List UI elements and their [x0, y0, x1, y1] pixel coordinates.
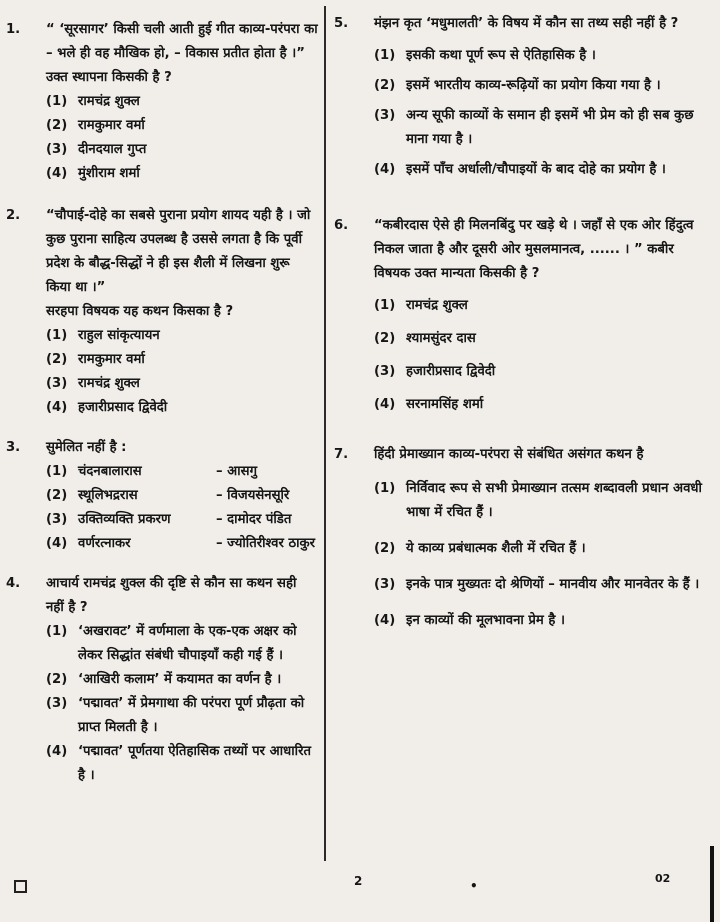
question-number: 1.	[6, 22, 21, 37]
question-text: सुमेलित नहीं है :	[46, 440, 127, 455]
question-text: मंझन कृत ‘मधुमालती’ के विषय में कौन सा तथ्य सही नहीं है ?	[374, 16, 679, 31]
option-number: (3)	[374, 108, 396, 123]
question-4	[6, 572, 318, 788]
question-prompt: उक्त स्थापना किसकी है ?	[46, 70, 172, 85]
option-number: (3)	[46, 512, 68, 527]
match-pair-option[interactable]	[46, 484, 318, 508]
option-number: (1)	[374, 298, 396, 313]
question-text: “ ‘सूरसागर’ किसी चली आती हुई गीत काव्य-परंपरा का – भले ही वह मौखिक हो, – विकास प्रतीत होता है ।”	[46, 22, 318, 61]
option-text: इसमें भारतीय काव्य-रूढ़ियों का प्रयोग किया गया है ।	[406, 78, 661, 93]
option[interactable]	[46, 348, 318, 372]
option-number: (2)	[46, 352, 68, 367]
option-text: रामकुमार वर्मा	[78, 118, 145, 133]
option-number: (1)	[374, 48, 396, 63]
option-number: (4)	[374, 613, 396, 628]
left-column	[6, 6, 318, 783]
question-3	[6, 436, 318, 556]
dot-mark-icon: •	[470, 879, 478, 893]
question-7	[334, 443, 714, 633]
question-number: 5.	[334, 16, 349, 31]
option[interactable]	[374, 294, 714, 318]
option[interactable]	[46, 740, 318, 788]
question-6	[334, 214, 714, 417]
options-list	[374, 44, 714, 182]
option-number: (1)	[46, 464, 68, 479]
option[interactable]	[46, 324, 318, 348]
option[interactable]	[374, 327, 714, 351]
option-text: राहुल सांकृत्यायन	[78, 328, 160, 343]
option-number: (2)	[374, 78, 396, 93]
option[interactable]	[46, 90, 318, 114]
option[interactable]	[46, 114, 318, 138]
question-text: “कबीरदास ऐसे ही मिलनबिंदु पर खड़े थे । जहाँ से एक ओर हिंदुत्व निकल जाता है और दूसरी ओर मुसलमानत्व, ...... । ” कबीर विषयक उक्त मान्यता किसकी है ?	[374, 218, 694, 281]
pair-work: चंदनबालारास	[78, 464, 142, 479]
option[interactable]	[374, 360, 714, 384]
option[interactable]	[46, 692, 318, 740]
option-number: (1)	[46, 328, 68, 343]
option-number: (3)	[46, 376, 68, 391]
option-number: (4)	[46, 536, 68, 551]
option-number: (4)	[46, 744, 68, 759]
option-text: इन काव्यों की मूलभावना प्रेम है ।	[406, 613, 565, 628]
option-text: ‘आखिरी कलाम’ में कयामत का वर्णन है ।	[78, 672, 282, 687]
option-number: (3)	[46, 142, 68, 157]
option-text: ‘अखरावट’ में वर्णमाला के एक-एक अक्षर को लेकर सिद्धांत संबंधी चौपाइयाँ कही गई हैं ।	[78, 624, 297, 663]
option[interactable]	[374, 44, 714, 68]
option-number: (4)	[374, 162, 396, 177]
option-text: ये काव्य प्रबंधात्मक शैली में रचित हैं ।	[406, 541, 586, 556]
right-column	[334, 6, 714, 628]
option-number: (3)	[374, 577, 396, 592]
option-number: (2)	[374, 541, 396, 556]
question-number: 3.	[6, 440, 21, 455]
options-list	[46, 620, 318, 788]
option[interactable]	[46, 138, 318, 162]
option-text: रामचंद्र शुक्ल	[78, 94, 140, 109]
option-text: सरनामसिंह शर्मा	[406, 397, 484, 412]
option[interactable]	[46, 162, 318, 186]
question-prompt: सरहपा विषयक यह कथन किसका है ?	[46, 304, 234, 319]
option[interactable]	[374, 158, 714, 182]
option[interactable]	[46, 668, 318, 692]
option-text: हजारीप्रसाद द्विवेदी	[78, 400, 168, 415]
option[interactable]	[46, 620, 318, 668]
question-2	[6, 204, 318, 420]
question-number: 2.	[6, 208, 21, 223]
edge-bar	[710, 846, 714, 922]
option[interactable]	[374, 393, 714, 417]
option-number: (2)	[46, 488, 68, 503]
question-1	[6, 18, 318, 186]
option-text: इसकी कथा पूर्ण रूप से ऐतिहासिक है ।	[406, 48, 596, 63]
paper-code: 02	[655, 872, 671, 885]
option-text: रामचंद्र शुक्ल	[406, 298, 468, 313]
option-text: रामचंद्र शुक्ल	[78, 376, 140, 391]
option[interactable]	[374, 573, 714, 597]
option[interactable]	[46, 372, 318, 396]
match-pairs-list	[46, 460, 318, 556]
option-text: अन्य सूफी काव्यों के समान ही इसमें भी प्रेम को ही सब कुछ माना गया है ।	[406, 108, 694, 147]
option-text: ‘पद्मावत’ पूर्णतया ऐतिहासिक तथ्यों पर आधारित है ।	[78, 744, 311, 783]
options-list	[46, 324, 318, 420]
match-pair-option[interactable]	[46, 460, 318, 484]
option-number: (1)	[46, 94, 68, 109]
option-text: निर्विवाद रूप से सभी प्रेमाख्यान तत्सम शब्दावली प्रधान अवधी भाषा में रचित हैं ।	[406, 481, 702, 520]
question-number: 4.	[6, 576, 21, 591]
option-number: (1)	[374, 481, 396, 496]
pair-author: – दामोदर पंडित	[216, 512, 292, 527]
options-list	[374, 477, 714, 633]
option-text: श्यामसुंदर दास	[406, 331, 476, 346]
option-number: (3)	[46, 696, 68, 711]
options-list	[374, 294, 714, 417]
column-divider	[324, 6, 326, 861]
option-text: ‘पद्मावत’ में प्रेमगाथा की परंपरा पूर्ण प्रौढ़ता को प्राप्त मिलती है ।	[78, 696, 305, 735]
question-5	[334, 12, 714, 182]
option-number: (4)	[374, 397, 396, 412]
question-text: हिंदी प्रेमाख्यान काव्य-परंपरा से संबंधित असंगत कथन है	[374, 447, 644, 462]
question-text: आचार्य रामचंद्र शुक्ल की दृष्टि से कौन सा कथन सही नहीं है ?	[46, 576, 297, 615]
option[interactable]	[374, 609, 714, 633]
pair-author: – ज्योतिरीश्वर ठाकुर	[216, 536, 316, 551]
pair-work: वर्णरत्नाकर	[78, 536, 131, 551]
question-number: 6.	[334, 218, 349, 233]
option[interactable]	[374, 477, 714, 525]
option[interactable]	[374, 104, 714, 152]
option-text: रामकुमार वर्मा	[78, 352, 145, 367]
registration-square-icon	[14, 880, 27, 893]
option-text: इसमें पाँच अर्धाली/चौपाइयों के बाद दोहे का प्रयोग है ।	[406, 162, 666, 177]
option-number: (3)	[374, 364, 396, 379]
option[interactable]	[46, 396, 318, 420]
match-pair-option[interactable]	[46, 532, 318, 556]
question-number: 7.	[334, 447, 349, 462]
option-text: इनके पात्र मुख्यतः दो श्रेणियों – मानवीय और मानवेतर के हैं ।	[406, 577, 700, 592]
option-text: दीनदयाल गुप्त	[78, 142, 147, 157]
option-number: (2)	[374, 331, 396, 346]
pair-work: स्थूलिभद्ररास	[78, 488, 138, 503]
option-text: हजारीप्रसाद द्विवेदी	[406, 364, 496, 379]
match-pair-option[interactable]	[46, 508, 318, 532]
pair-author: – आसगु	[216, 464, 258, 479]
options-list	[46, 90, 318, 186]
option-number: (2)	[46, 672, 68, 687]
pair-work: उक्तिव्यक्ति प्रकरण	[78, 512, 171, 527]
option-number: (4)	[46, 400, 68, 415]
pair-author: – विजयसेनसूरि	[216, 488, 290, 503]
option-number: (4)	[46, 166, 68, 181]
page-number: 2	[354, 874, 363, 888]
option-number: (2)	[46, 118, 68, 133]
option[interactable]	[374, 537, 714, 561]
option-text: मुंशीराम शर्मा	[78, 166, 140, 181]
option[interactable]	[374, 74, 714, 98]
option-number: (1)	[46, 624, 68, 639]
question-text: “चौपाई-दोहे का सबसे पुराना प्रयोग शायद यही है । जो कुछ पुराना साहित्य उपलब्ध है उससे लगता है कि पूर्वी प्रदेश के बौद्ध-सिद्धों ने ही इस शैली में लिखना शुरू किया था ।”	[46, 208, 311, 295]
